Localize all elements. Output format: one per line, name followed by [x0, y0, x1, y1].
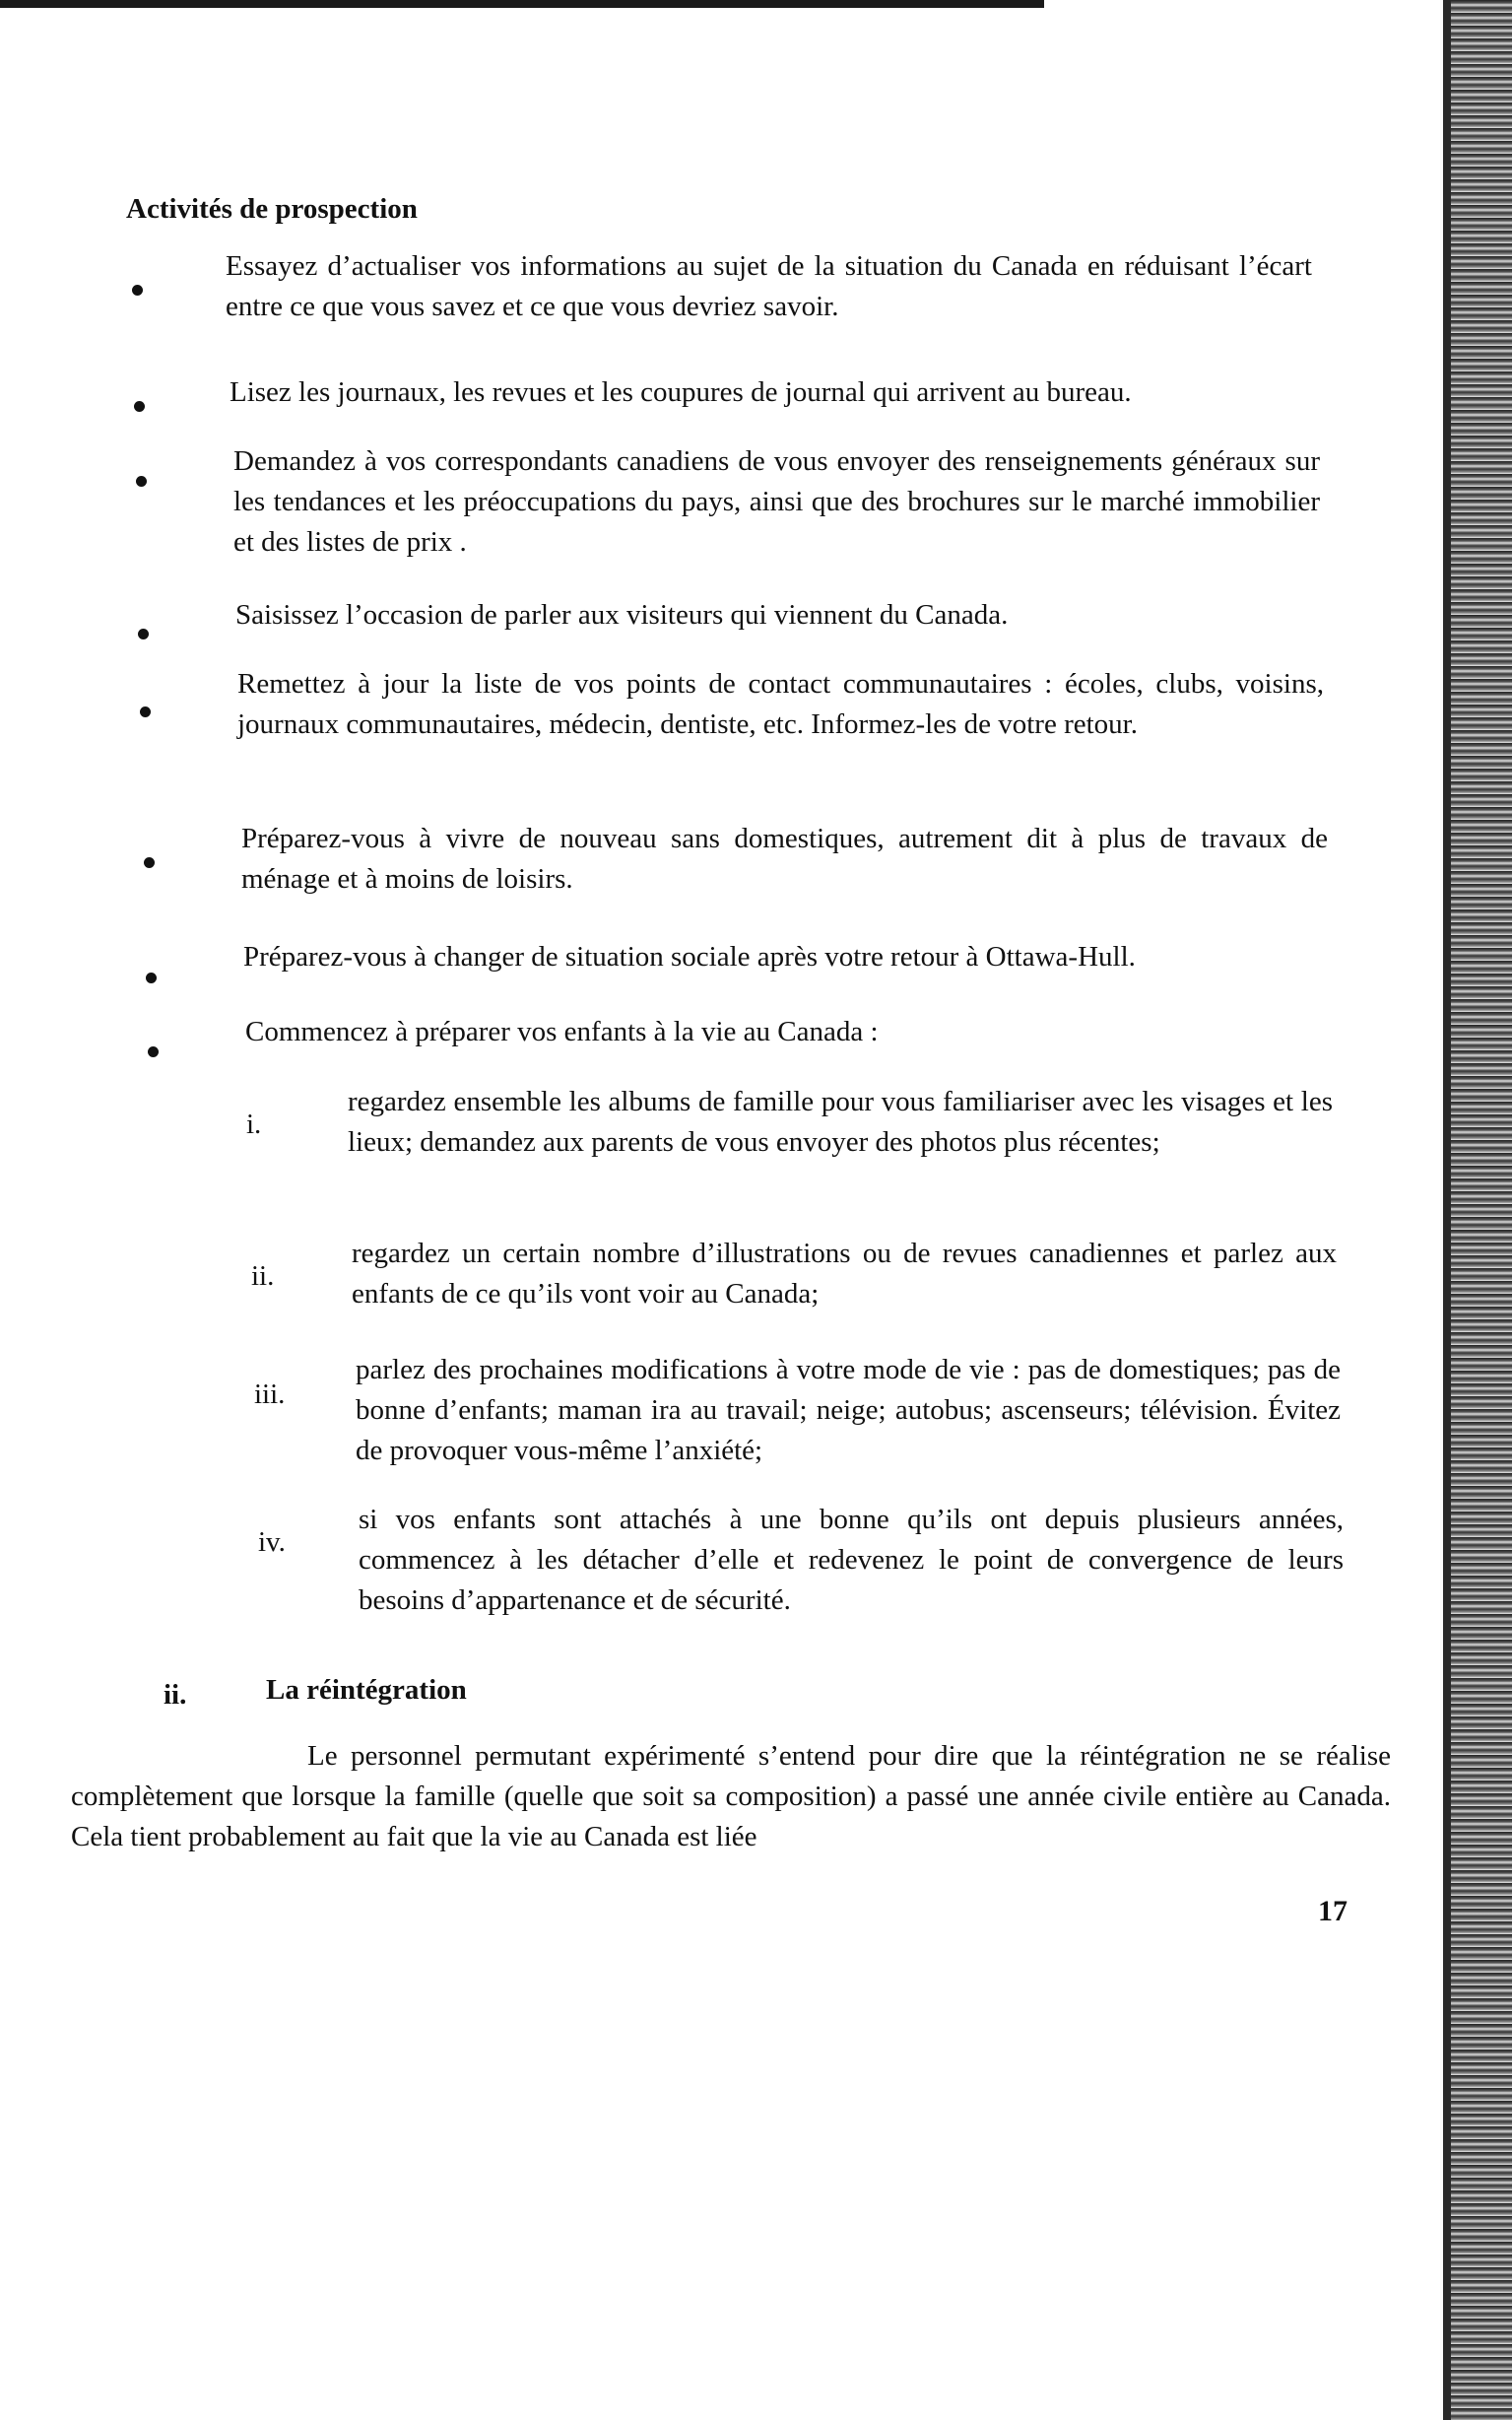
sub-item-text: parlez des prochaines modifications à votre mode de vie : pas de domestiques; pas de bonne d’enfants; maman ira au travail; neige; autobus; ascenseurs; télévision. Évitez de provoquer vous-même l’anxiété; — [356, 1354, 1341, 1466]
bullet-icon — [136, 476, 147, 487]
bullet-text: Essayez d’actualiser vos informations au sujet de la situation du Canada en réduisant l’écart entre ce que vous savez et ce que vous devriez savoir. — [226, 250, 1312, 322]
subsection-title: La réintégration — [266, 1674, 467, 1706]
body-paragraph: Le personnel permutant expérimenté s’entend pour dire que la réintégration ne se réalise complètement que lorsque la famille (quelle que soit sa composition) a passé une année civile entière au Canada. Cela tient probablement au fait que la vie au Canada est liée — [71, 1740, 1391, 1852]
bullet-text: Remettez à jour la liste de vos points de contact communautaires : écoles, clubs, voisins, journaux communautaires, médecin, dentiste, etc. Informez-les de votre retour. — [237, 668, 1324, 740]
bullet-text: Saisissez l’occasion de parler aux visiteurs qui viennent du Canada. — [235, 599, 1009, 631]
sub-item-number: i. — [246, 1109, 262, 1140]
sub-item-text: regardez ensemble les albums de famille pour vous familiariser avec les visages et les lieux; demandez aux parents de vous envoyer des photos plus récentes; — [348, 1086, 1333, 1158]
sub-item-number: iv. — [258, 1526, 286, 1558]
subsection-number: ii. — [164, 1679, 187, 1711]
sub-item-number: ii. — [251, 1260, 275, 1292]
sub-item-text: regardez un certain nombre d’illustrations ou de revues canadiennes et parlez aux enfants de ce qu’ils vont voir au Canada; — [352, 1238, 1337, 1310]
scan-page-edge — [1443, 0, 1451, 2420]
bullet-text: Lisez les journaux, les revues et les coupures de journal qui arrivent au bureau. — [230, 376, 1132, 408]
page-number: 17 — [1318, 1895, 1348, 1927]
section-heading: Activités de prospection — [126, 193, 418, 225]
scan-top-edge — [0, 0, 1044, 8]
bullet-icon — [148, 1046, 159, 1057]
bullet-icon — [144, 857, 155, 868]
bullet-icon — [134, 401, 145, 412]
bullet-icon — [146, 973, 157, 983]
scan-binding-edge — [1451, 0, 1512, 2420]
bullet-icon — [138, 629, 149, 639]
bullet-text: Préparez-vous à vivre de nouveau sans domestiques, autrement dit à plus de travaux de ménage et à moins de loisirs. — [241, 823, 1328, 895]
bullet-icon — [140, 706, 151, 717]
bullet-text: Préparez-vous à changer de situation sociale après votre retour à Ottawa-Hull. — [243, 941, 1136, 973]
sub-item-text: si vos enfants sont attachés à une bonne qu’ils ont depuis plusieurs années, commencez à les détacher d’elle et redevenez le point de convergence de leurs besoins d’appartenance et de sécurité. — [359, 1504, 1344, 1616]
bullet-icon — [132, 285, 143, 296]
bullet-text: Commencez à préparer vos enfants à la vie au Canada : — [245, 1016, 879, 1047]
sub-item-number: iii. — [254, 1378, 286, 1410]
bullet-text: Demandez à vos correspondants canadiens de vous envoyer des renseignements généraux sur les tendances et les préoccupations du pays, ainsi que des brochures sur le marché immobilier et des listes de prix . — [233, 445, 1320, 558]
